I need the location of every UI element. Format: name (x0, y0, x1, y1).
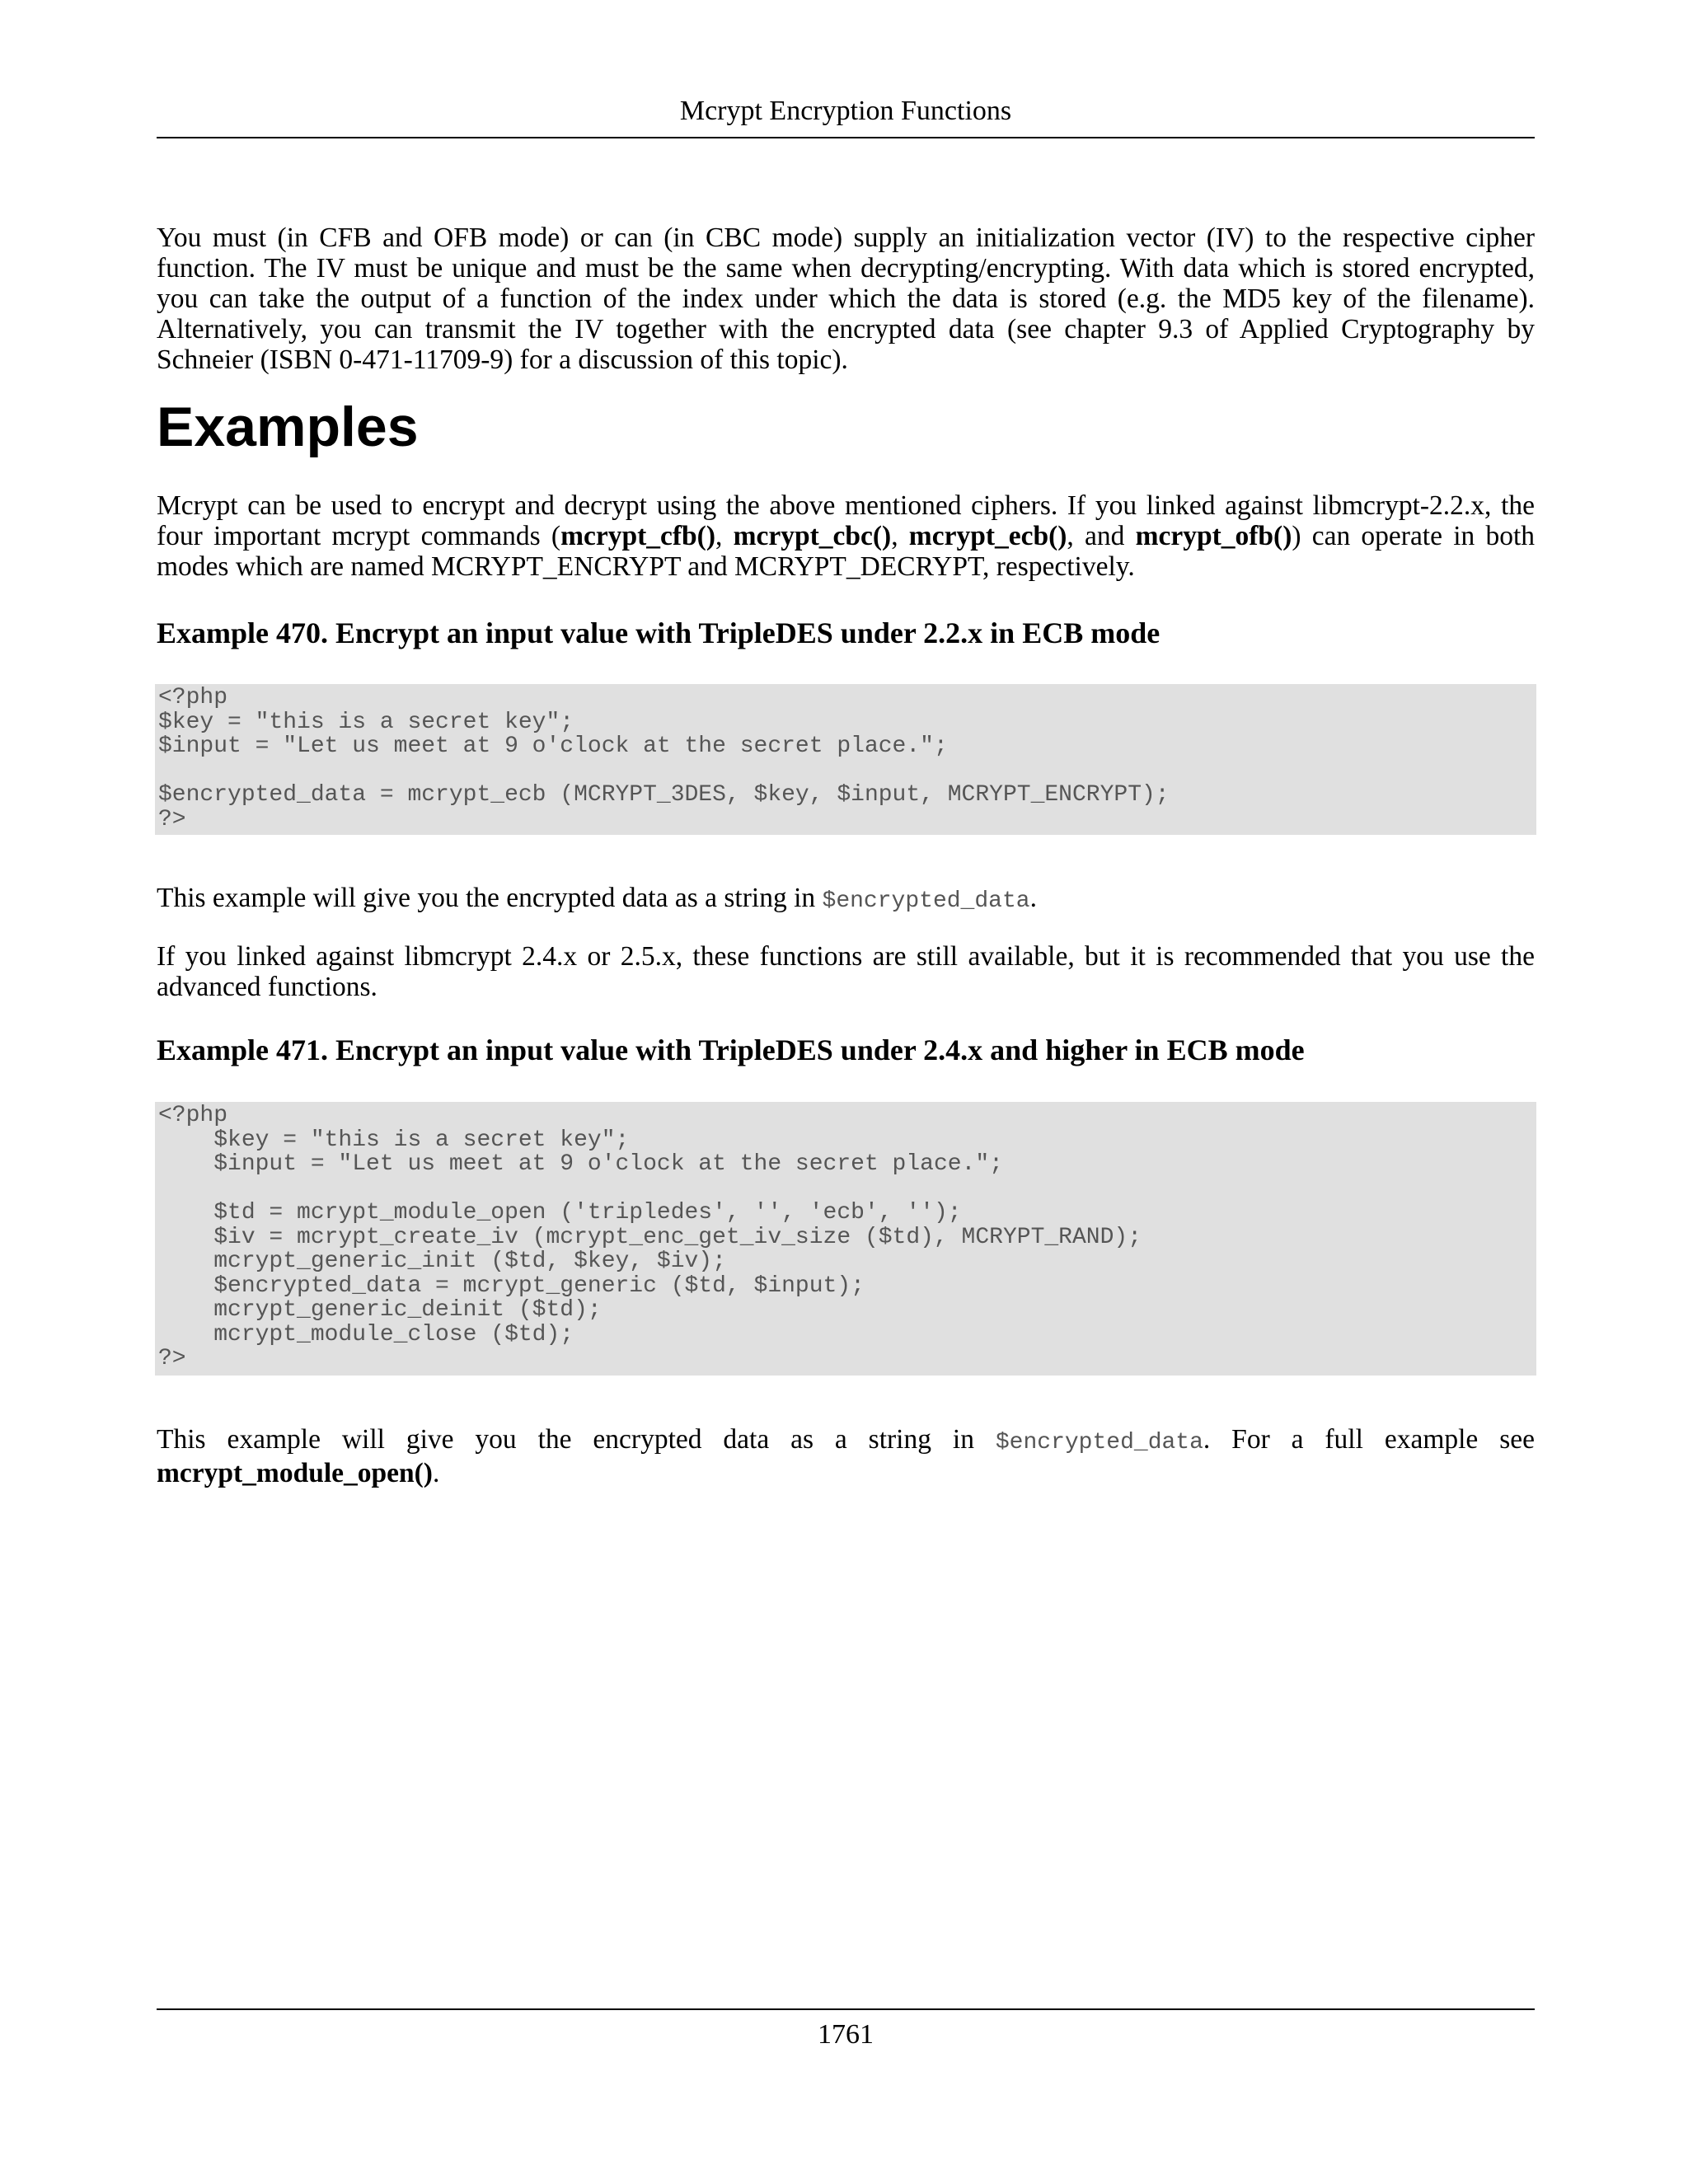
example-470-result-paragraph (157, 883, 1535, 916)
example-471-code-block: <?php $key = "this is a secret key"; $input = "Let us meet at 9 o'clock at the secret place."; $td = mcrypt_module_open ('tripledes', '', 'ecb', ''); $iv = mcrypt_create_iv (mcrypt_enc_get_iv_size ($td), MCRYPT_RAND); mcrypt_generic_init ($td, $key, $iv); $encrypted_data = mcrypt_generic ($td, $input); mcrypt_generic_deinit ($td); mcrypt_module_close ($td); ?> (155, 1102, 1536, 1376)
running-header: Mcrypt Encryption Functions (679, 96, 1012, 126)
section-heading-examples: Examples (157, 396, 419, 458)
footer-rule (157, 2008, 1535, 2010)
function-link-mcrypt-cfb[interactable]: mcrypt_cfb() (560, 521, 715, 551)
result-text-mid: . For a full example see (1203, 1424, 1535, 1455)
separator-text: , and (1067, 521, 1136, 551)
inline-code-encrypted-data: $encrypted_data (995, 1430, 1203, 1455)
result-text-end: . (432, 1458, 440, 1488)
example-470-title: Example 470. Encrypt an input value with TripleDES under 2.2.x in ECB mode (157, 616, 1160, 649)
function-link-mcrypt-module-open[interactable]: mcrypt_module_open() (157, 1458, 433, 1488)
result-text: This example will give you the encrypted data as a string in (157, 883, 823, 913)
page-number: 1761 (818, 2019, 874, 2050)
examples-text-1: Mcrypt can be used to encrypt and decrypt using the above mentioned ciphers. If you linked against libmcrypt-2.2.x, the four important mcrypt commands ( (157, 490, 1535, 551)
separator-text: , (891, 521, 909, 551)
function-link-mcrypt-ecb[interactable]: mcrypt_ecb() (908, 521, 1067, 551)
intro-paragraph: You must (in CFB and OFB mode) or can (in CBC mode) supply an initialization vector (IV) to the respective cipher function. The IV must be unique and must be the same when decrypting/encrypting. With data which is stored encrypted, you can take the output of a function of the index under which the data is stored (e.g. the MD5 key of the filename). Alternatively, you can transmit the IV together with the encrypted data (see chapter 9.3 of Applied Cryptography by Schneier (ISBN 0-471-11709-9) for a discussion of this topic). (157, 223, 1535, 375)
separator-text: , (715, 521, 734, 551)
examples-text-2: ) can operate in both modes which are named MCRYPT_ENCRYPT and MCRYPT_DECRYPT, respectively. (157, 521, 1536, 582)
header-rule (157, 137, 1535, 138)
example-471-title: Example 471. Encrypt an input value with TripleDES under 2.4.x and higher in ECB mode (157, 1033, 1305, 1066)
result-text-end: . (1029, 883, 1037, 913)
example-471-result-paragraph (157, 1424, 1535, 1488)
linked-libmcrypt-paragraph: If you linked against libmcrypt 2.4.x or 2.5.x, these functions are still available, but it is recommended that you use the advanced functions. (157, 941, 1535, 1002)
inline-code-encrypted-data: $encrypted_data (822, 888, 1030, 914)
function-link-mcrypt-ofb[interactable]: mcrypt_ofb() (1135, 521, 1292, 551)
result-text: This example will give you the encrypted data as a string in (157, 1424, 996, 1455)
function-link-mcrypt-cbc[interactable]: mcrypt_cbc() (733, 521, 892, 551)
example-470-code-block: <?php $key = "this is a secret key"; $input = "Let us meet at 9 o'clock at the secret place."; $encrypted_data = mcrypt_ecb (MCRYPT_3DES, $key, $input, MCRYPT_ENCRYPT); ?> (155, 684, 1536, 835)
examples-paragraph (157, 490, 1535, 582)
